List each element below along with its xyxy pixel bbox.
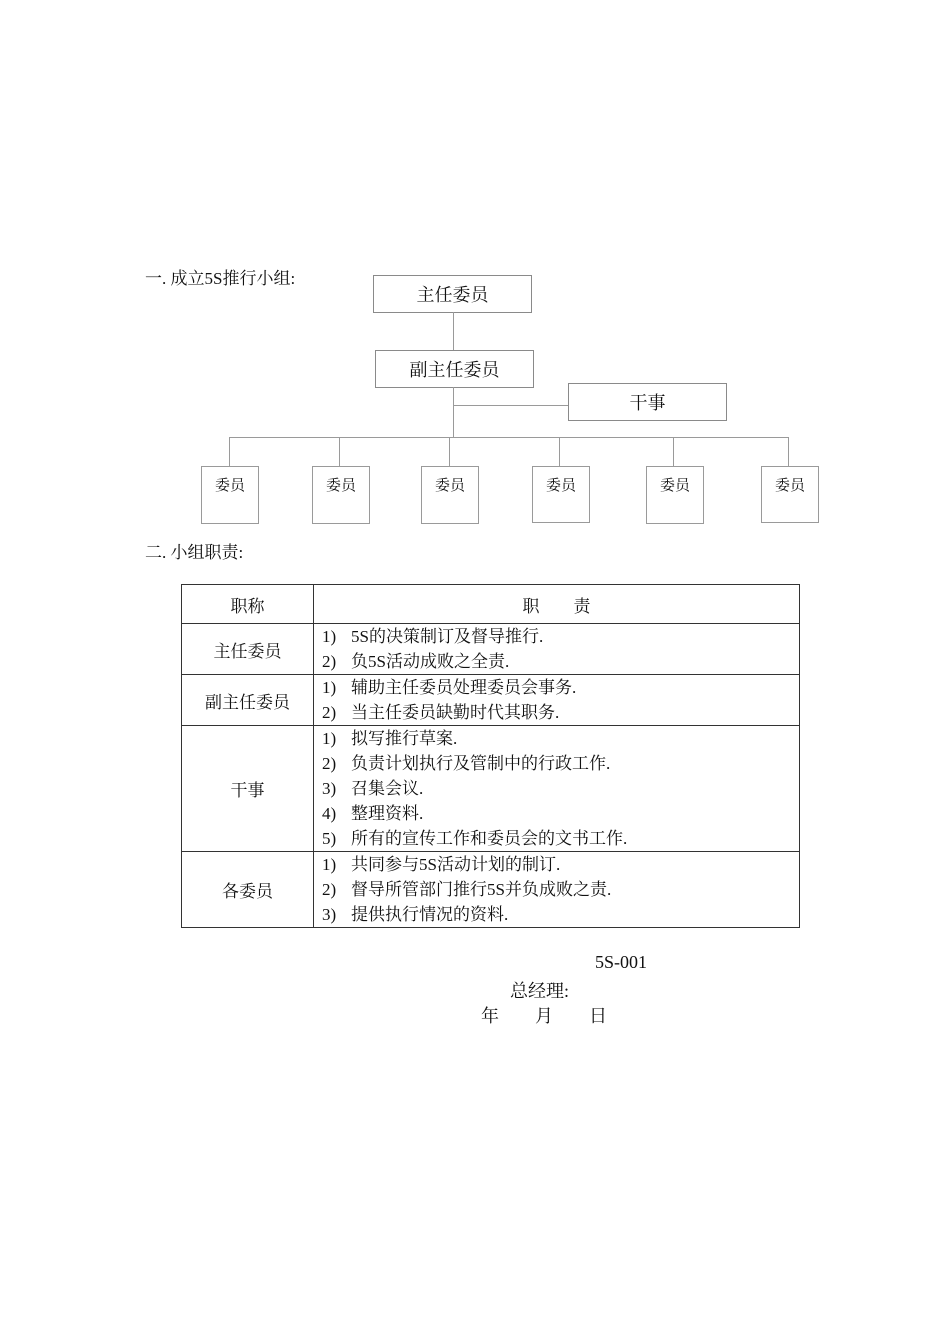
manager-signature-label: 总经理: [510,981,570,1001]
org-member-box: 委员 [532,466,590,523]
connector-line [339,437,340,466]
org-deputy-box: 副主任委员 [375,350,534,388]
connector-line [673,437,674,466]
duty-item: 1) 5S的决策制订及督导推行. [322,627,544,646]
role-cell: 干事 [182,726,314,852]
duty-item: 5) 所有的宣传工作和委员会的文书工作. [322,829,628,848]
duties-cell [314,726,800,852]
duty-item: 1) 辅助主任委员处理委员会事务. [322,678,577,697]
header-title-cell: 职称 [182,585,314,624]
connector-line [453,312,454,350]
duty-item: 2) 负5S活动成败之全责. [322,652,510,671]
duty-item: 3) 提供执行情况的资料. [322,905,509,924]
role-cell: 各委员 [182,852,314,928]
table-header-row [182,585,800,624]
duties-cell [314,852,800,928]
table-row [182,726,800,852]
duty-item: 1) 拟写推行草案. [322,729,458,748]
role-cell: 副主任委员 [182,675,314,726]
org-chief-box: 主任委员 [373,275,532,313]
section2-title: 二. 小组职责: [145,543,244,562]
org-member-box: 委员 [312,466,370,524]
connector-line [449,437,450,466]
section1-title: 一. 成立5S推行小组: [145,269,296,288]
org-member-box: 委员 [761,466,819,523]
duties-table [181,584,800,928]
duty-item: 4) 整理资料. [322,804,424,823]
header-duty-cell: 职 责 [314,585,800,624]
duties-cell [314,675,800,726]
org-member-box: 委员 [646,466,704,524]
duty-item: 1) 共同参与5S活动计划的制订. [322,855,561,874]
connector-line [229,437,230,466]
org-secretary-box: 干事 [568,383,727,421]
duty-item: 2) 当主任委员缺勤时代其职务. [322,703,560,722]
document-number: 5S-001 [595,952,648,972]
table-row [182,624,800,675]
duties-cell [314,624,800,675]
role-cell: 主任委员 [182,624,314,675]
connector-line [788,437,789,466]
duty-item: 2) 督导所管部门推行5S并负成败之责. [322,880,612,899]
connector-line [229,437,789,438]
connector-line [453,387,454,437]
table-row [182,852,800,928]
org-member-box: 委员 [201,466,259,524]
connector-line [453,405,569,406]
org-member-box: 委员 [421,466,479,524]
duty-item: 3) 召集会议. [322,779,424,798]
table-row [182,675,800,726]
signature-date: 年 月 日 [481,1006,607,1026]
duty-item: 2) 负责计划执行及管制中的行政工作. [322,754,611,773]
connector-line [559,437,560,466]
